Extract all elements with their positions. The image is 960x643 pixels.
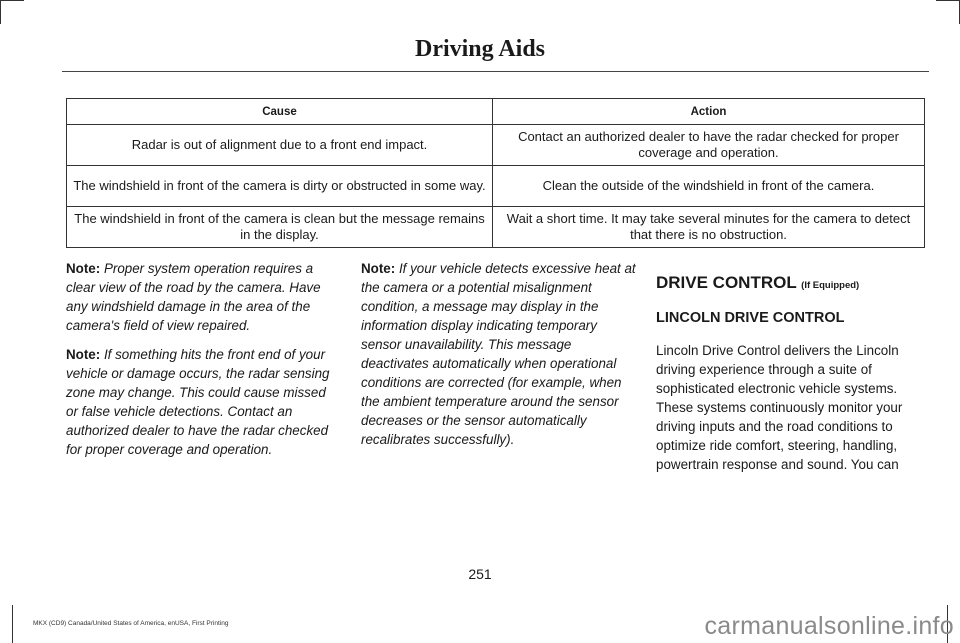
note-label: Note: xyxy=(66,261,101,276)
section-body: Lincoln Drive Control delivers the Lincoln driving experience through a suite of sophisticated electronic vehicle systems. These systems continuously monitor your driving inputs and the road conditions to optimize ride comfort, steering, handling, powertrain response and sound. You can xyxy=(656,343,903,472)
note-label: Note: xyxy=(66,347,101,362)
note-text: If something hits the front end of your vehicle or damage occurs, the radar sensing zone may change. This could cause missed or false vehicle detections. Contact an authorized dealer to have the radar checked for proper coverage and operation. xyxy=(66,347,330,457)
table-cell-action: Contact an authorized dealer to have the radar checked for proper coverage and operation. xyxy=(493,125,925,166)
table-row xyxy=(67,166,925,207)
table-cell-cause: Radar is out of alignment due to a front end impact. xyxy=(67,125,493,166)
section-qualifier: (If Equipped) xyxy=(801,280,860,291)
note-paragraph xyxy=(66,259,341,335)
crop-mark xyxy=(936,0,960,1)
crop-mark xyxy=(0,0,1,24)
crop-mark xyxy=(12,605,13,643)
section-heading xyxy=(656,273,928,295)
column-header-action: Action xyxy=(493,99,925,125)
note-text: Proper system operation requires a clear view of the road by the camera. Have any windshield damage in the area of the camera's field of view repaired. xyxy=(66,261,321,333)
table-row xyxy=(67,207,925,248)
text-column-middle xyxy=(361,259,636,459)
table-cell-cause: The windshield in front of the camera is dirty or obstructed in some way. xyxy=(67,166,493,207)
page-number: 251 xyxy=(468,566,492,582)
column-header-cause: Cause xyxy=(67,99,493,125)
note-paragraph xyxy=(66,345,341,459)
header-divider xyxy=(62,71,929,72)
cause-action-table xyxy=(66,98,925,248)
watermark: carmanualsonline.info xyxy=(704,612,954,640)
text-column-left xyxy=(66,259,341,469)
page-title: Driving Aids xyxy=(414,36,546,62)
section-title: DRIVE CONTROL xyxy=(656,273,797,292)
table-cell-action: Clean the outside of the windshield in front of the camera. xyxy=(493,166,925,207)
crop-mark xyxy=(0,0,24,1)
note-text: If your vehicle detects excessive heat at the camera or a potential misalignment condition, a message may display in the information display indicating temporary sensor unavailability. This message deactivates automatically when operational conditions are corrected (for example, when the ambient temperature around the sensor decreases or the sensor automatically recalibrates successfully). xyxy=(361,261,636,447)
table-cell-action: Wait a short time. It may take several minutes for the camera to detect that there is no obstruction. xyxy=(493,207,925,248)
table-row xyxy=(67,125,925,166)
edition-footer: MKX (CD9) Canada/United States of America, enUSA, First Printing xyxy=(33,620,229,627)
table-cell-cause: The windshield in front of the camera is clean but the message remains in the display. xyxy=(67,207,493,248)
note-label: Note: xyxy=(361,261,396,276)
note-paragraph xyxy=(361,259,636,449)
subsection-heading: LINCOLN DRIVE CONTROL xyxy=(656,310,845,326)
text-column-right xyxy=(656,259,928,484)
table-header-row xyxy=(67,99,925,125)
